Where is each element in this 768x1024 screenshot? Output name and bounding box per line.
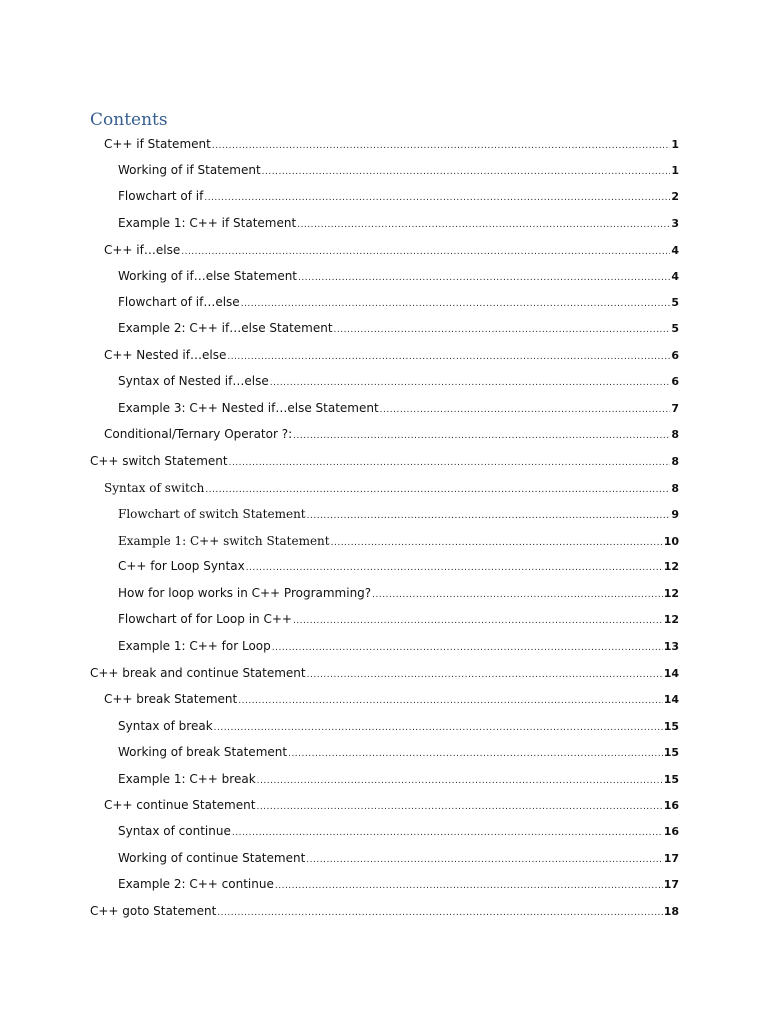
toc-entry[interactable]	[104, 691, 679, 709]
toc-page-number: 15	[663, 720, 679, 733]
toc-entry[interactable]	[118, 268, 679, 286]
toc-page-number: 9	[671, 508, 679, 521]
toc-page-number: 13	[663, 640, 679, 653]
toc-entry[interactable]	[104, 347, 679, 365]
toc-entry-label: Example 1: C++ switch Statement	[118, 534, 330, 548]
dot-leader	[334, 322, 671, 338]
toc-entry-label: Flowchart of switch Statement	[118, 507, 306, 521]
toc-entry-label: C++ if Statement	[104, 137, 211, 151]
dot-leader	[214, 720, 663, 736]
toc-entry-label: Working of if Statement	[118, 163, 261, 177]
dot-leader	[297, 217, 670, 233]
dot-leader	[331, 535, 663, 551]
toc-page-number: 3	[671, 217, 679, 230]
toc-page-number: 5	[671, 296, 679, 309]
dot-leader	[262, 164, 671, 180]
toc-entry-label: Syntax of break	[118, 719, 213, 733]
toc-entry[interactable]	[118, 215, 679, 233]
toc-entry[interactable]	[118, 771, 679, 789]
toc-page-number: 4	[671, 244, 679, 257]
toc-entry[interactable]	[118, 744, 679, 762]
dot-leader	[212, 138, 671, 154]
toc-entry[interactable]	[118, 638, 679, 656]
toc-page-number: 16	[663, 799, 679, 812]
toc-entry[interactable]	[118, 823, 679, 841]
toc-entry[interactable]	[104, 136, 679, 154]
dot-leader	[227, 349, 670, 365]
dot-leader	[217, 905, 662, 921]
toc-entry-label: C++ Nested if…else	[104, 348, 227, 362]
dot-leader	[246, 560, 663, 576]
toc-entry-label: Flowchart of if	[118, 189, 204, 203]
toc-entry[interactable]	[118, 162, 679, 180]
toc-page-number: 5	[671, 322, 679, 335]
dot-leader	[232, 825, 663, 841]
toc-entry-label: C++ goto Statement	[90, 904, 217, 918]
toc-page-number: 18	[663, 905, 679, 918]
toc-entry[interactable]	[104, 242, 679, 260]
toc-entry-label: How for loop works in C++ Programming?	[118, 586, 372, 600]
toc-page-number: 6	[671, 375, 679, 388]
dot-leader	[270, 375, 671, 391]
toc-entry-label: Conditional/Ternary Operator ?:	[104, 427, 293, 441]
toc-entry-label: Working of continue Statement	[118, 851, 306, 865]
toc-entry[interactable]	[90, 903, 679, 921]
dot-leader	[229, 455, 671, 471]
toc-page-number: 17	[663, 852, 679, 865]
toc-page-number: 10	[663, 535, 679, 548]
toc-entry-label: Syntax of continue	[118, 824, 231, 838]
toc-entry[interactable]	[118, 585, 679, 603]
dot-leader	[238, 693, 662, 709]
toc-page-number: 2	[671, 190, 679, 203]
toc-entry-label: Example 2: C++ continue	[118, 877, 274, 891]
dot-leader	[257, 773, 663, 789]
toc-entry-label: Syntax of switch	[104, 481, 205, 495]
dot-leader	[298, 270, 670, 286]
toc-entry-label: C++ break Statement	[104, 692, 238, 706]
toc-entry[interactable]	[118, 320, 679, 338]
toc-page-number: 7	[671, 402, 679, 415]
toc-page-number: 6	[671, 349, 679, 362]
dot-leader	[181, 244, 670, 260]
toc-entry-label: C++ if…else	[104, 243, 181, 257]
dot-leader	[307, 667, 663, 683]
dot-leader	[288, 746, 663, 762]
toc-entry-label: C++ switch Statement	[90, 454, 228, 468]
toc-entry-label: Syntax of Nested if…else	[118, 374, 269, 388]
toc-page-number: 12	[663, 587, 679, 600]
dot-leader	[256, 799, 662, 815]
toc-entry[interactable]	[118, 611, 679, 629]
toc-entry[interactable]	[118, 533, 679, 551]
toc-page-number: 15	[663, 773, 679, 786]
toc-page-number: 15	[663, 746, 679, 759]
toc-page-number: 1	[671, 164, 679, 177]
toc-title: Contents	[90, 110, 168, 130]
toc-page-number: 8	[671, 455, 679, 468]
dot-leader	[272, 640, 663, 656]
toc-page-number: 8	[671, 482, 679, 495]
toc-entry-label: Example 1: C++ break	[118, 772, 256, 786]
toc-page-number: 12	[663, 560, 679, 573]
toc-entry-label: Flowchart of if…else	[118, 295, 240, 309]
toc-entry-label: C++ continue Statement	[104, 798, 256, 812]
toc-entry-label: Example 3: C++ Nested if…else Statement	[118, 401, 379, 415]
toc-page-number: 14	[663, 693, 679, 706]
toc-entry-label: Working of if…else Statement	[118, 269, 298, 283]
dot-leader	[380, 402, 671, 418]
toc-page-number: 17	[663, 878, 679, 891]
dot-leader	[293, 428, 670, 444]
toc-entry[interactable]	[90, 665, 679, 683]
toc-entry[interactable]	[118, 506, 679, 524]
toc-entry[interactable]	[118, 718, 679, 736]
toc-page-number: 4	[671, 270, 679, 283]
toc-entry-label: Flowchart of for Loop in C++	[118, 612, 292, 626]
toc-page-number: 12	[663, 613, 679, 626]
toc-entry[interactable]	[118, 294, 679, 312]
toc-entry-label: C++ break and continue Statement	[90, 666, 306, 680]
toc-page-number: 14	[663, 667, 679, 680]
dot-leader	[306, 852, 662, 868]
toc-entry[interactable]	[104, 797, 679, 815]
toc-entry[interactable]	[118, 558, 679, 576]
toc-page-number: 1	[671, 138, 679, 151]
toc-entry[interactable]	[104, 426, 679, 444]
toc-entry-label: Example 1: C++ if Statement	[118, 216, 297, 230]
toc-entry[interactable]	[104, 480, 679, 498]
toc-entry-label: C++ for Loop Syntax	[118, 559, 245, 573]
dot-leader	[275, 878, 663, 894]
dot-leader	[205, 482, 670, 498]
dot-leader	[293, 613, 663, 629]
toc-entry[interactable]	[90, 453, 679, 471]
toc-entry[interactable]	[118, 400, 679, 418]
toc-entry[interactable]	[118, 850, 679, 868]
dot-leader	[241, 296, 671, 312]
toc-entry-label: Working of break Statement	[118, 745, 288, 759]
dot-leader	[204, 190, 670, 206]
toc-page-number: 8	[671, 428, 679, 441]
toc-entry[interactable]	[118, 188, 679, 206]
toc-page-number: 16	[663, 825, 679, 838]
dot-leader	[372, 587, 663, 603]
toc-entry[interactable]	[118, 876, 679, 894]
toc-entry-label: Example 2: C++ if…else Statement	[118, 321, 333, 335]
dot-leader	[307, 508, 671, 524]
toc-entry-label: Example 1: C++ for Loop	[118, 639, 271, 653]
toc-entry[interactable]	[118, 373, 679, 391]
